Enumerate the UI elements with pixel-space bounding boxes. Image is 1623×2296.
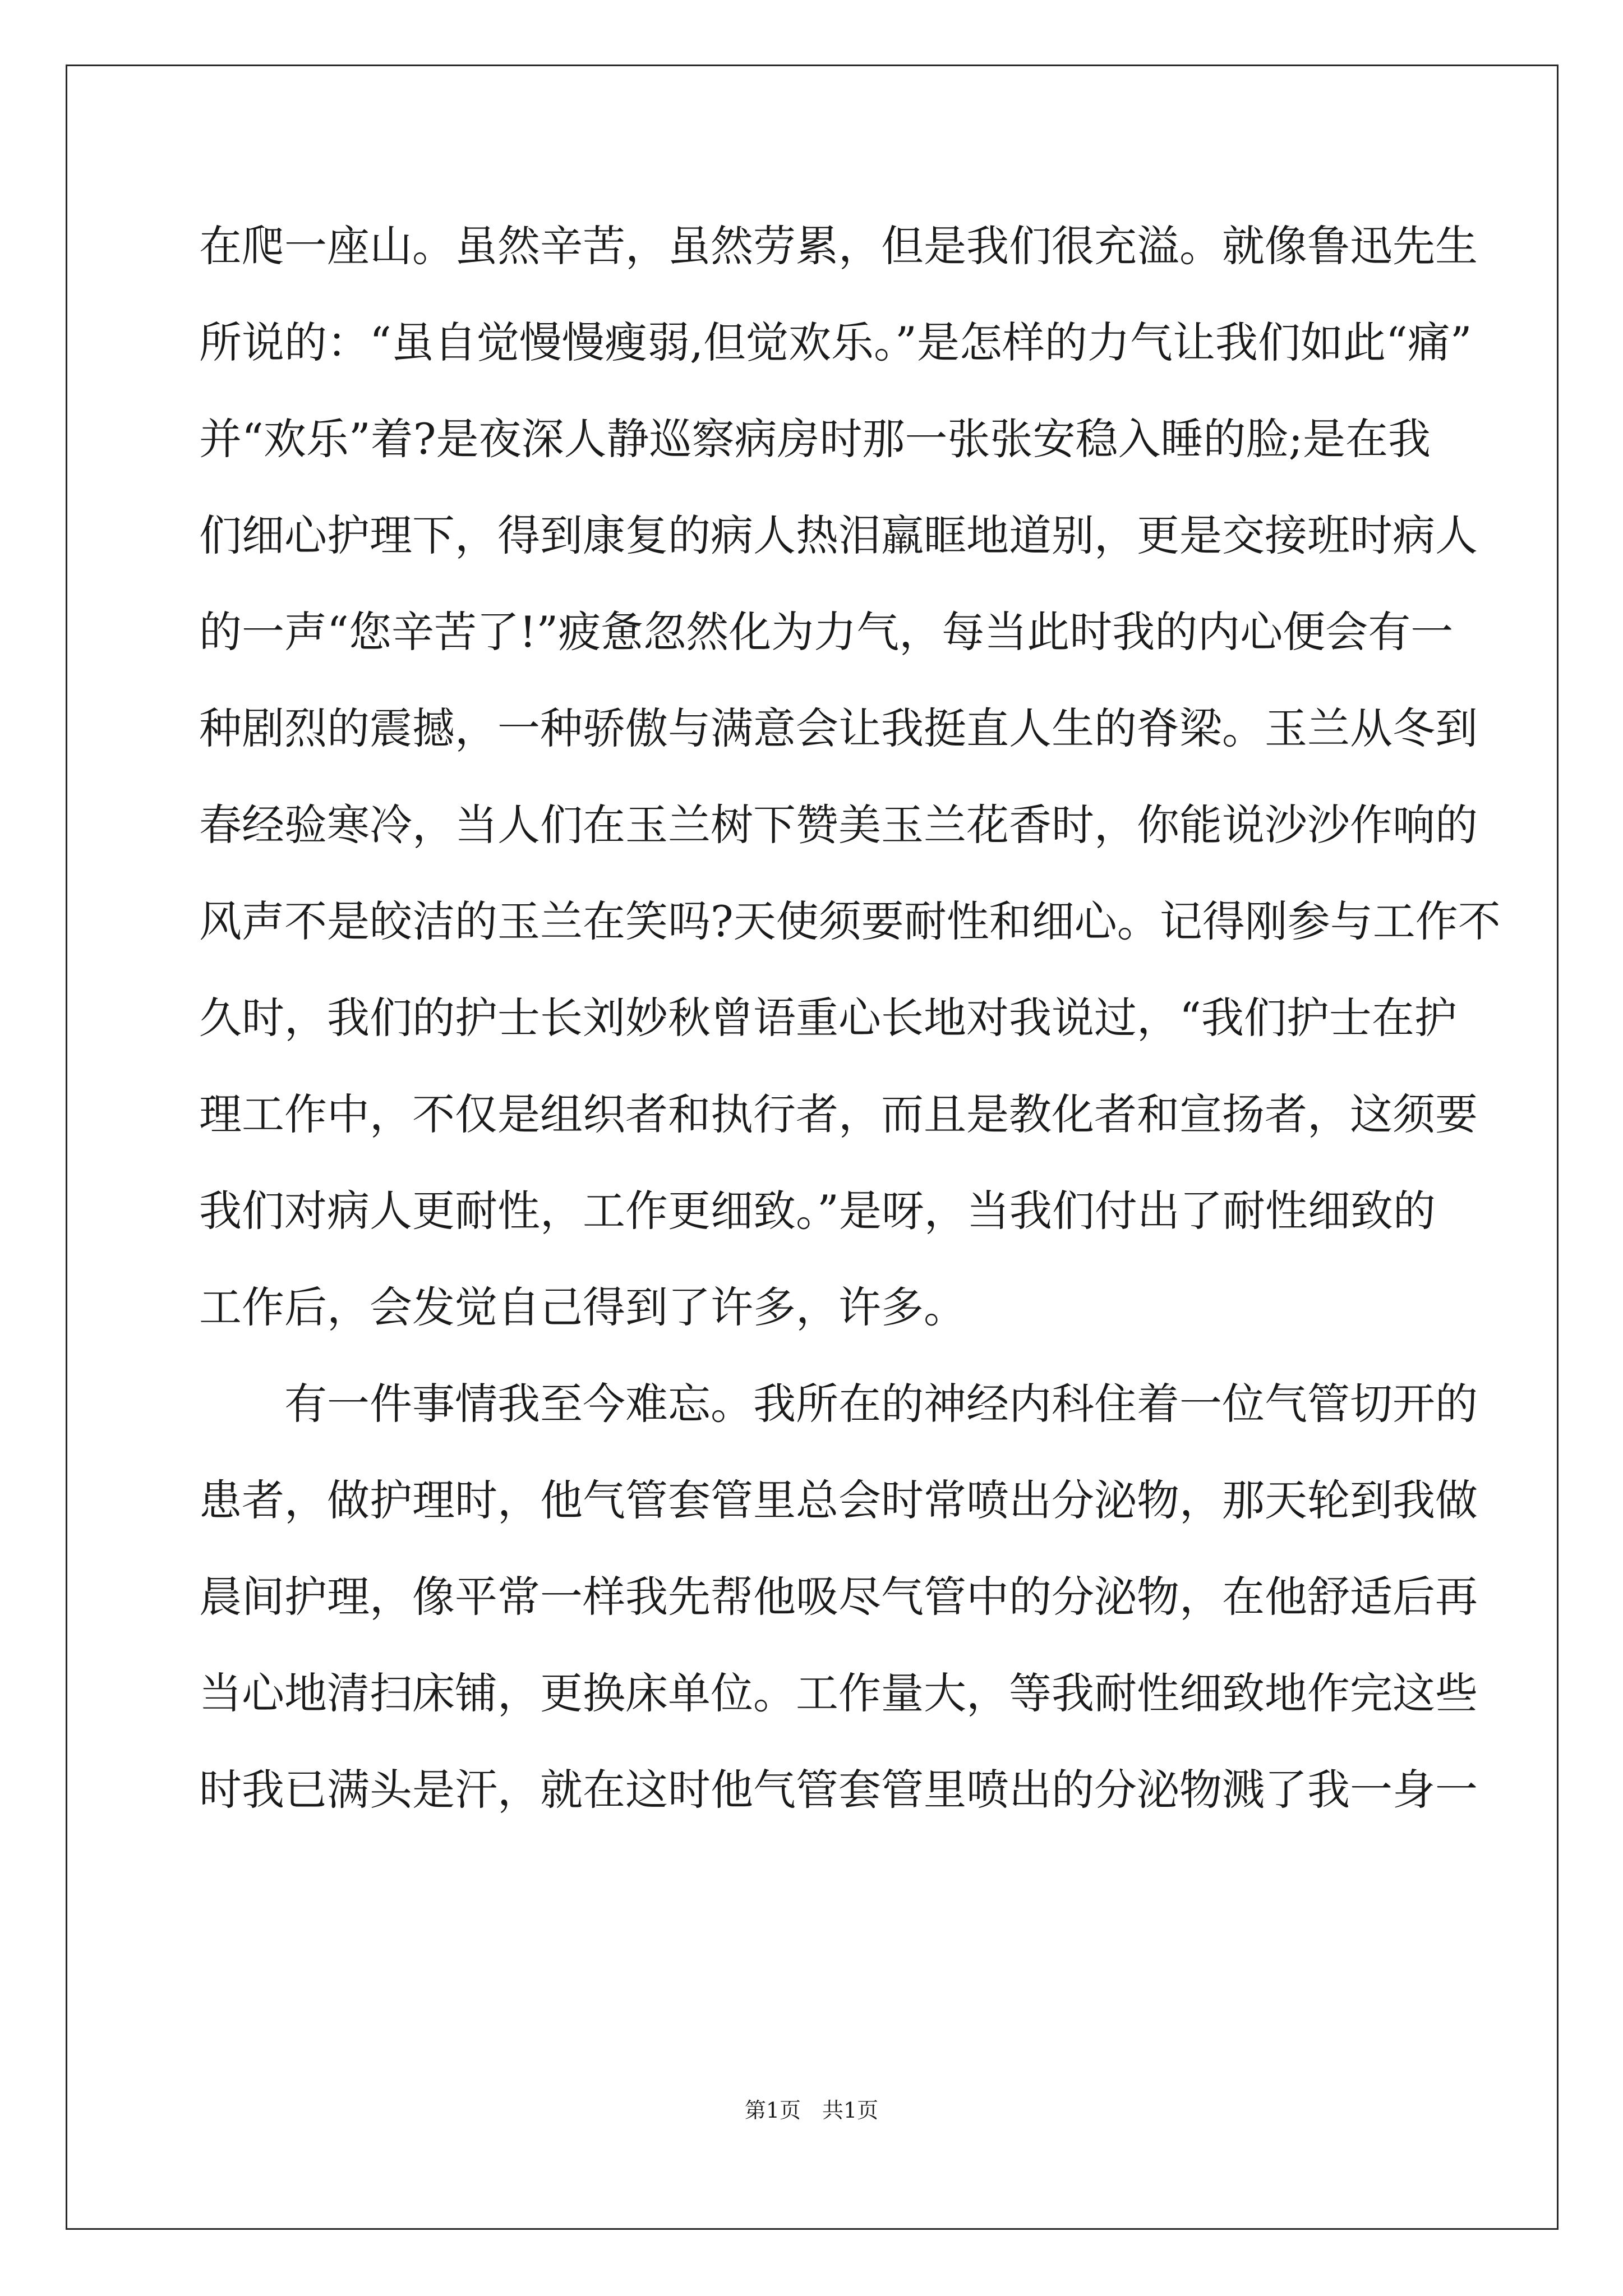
text-line: 的一声“您辛苦了!”疲惫忽然化为力气，每当此时我的内心便会有一 — [199, 607, 1454, 657]
page-number-footer: 第1页 共1页 — [744, 2098, 879, 2123]
text-line: 晨间护理，像平常一样我先帮他吸尽气管中的分泌物，在他舒适后再 — [199, 1572, 1478, 1622]
text-line: 风声不是皎洁的玉兰在笑吗?天使须要耐性和细心。记得刚参与工作不 — [199, 896, 1501, 946]
text-line: 在爬一座山。虽然辛苦，虽然劳累，但是我们很充溢。就像鲁迅先生 — [199, 221, 1478, 271]
text-line: 久时，我们的护士长刘妙秋曾语重心长地对我说过，“我们护士在护 — [199, 993, 1457, 1043]
paragraph-start-line: 有一件事情我至今难忘。我所在的神经内科住着一位气管切开的 — [199, 1379, 1478, 1429]
text-line: 并“欢乐”着?是夜深人静巡察病房时那一张张安稳入睡的脸;是在我 — [199, 414, 1431, 464]
text-line: 所说的：“虽自觉慢慢瘦弱,但觉欢乐。”是怎样的力气让我们如此“痛” — [199, 318, 1472, 367]
text-line: 当心地清扫床铺，更换床单位。工作量大，等我耐性细致地作完这些 — [199, 1668, 1478, 1718]
page-border — [66, 65, 1559, 2230]
text-line: 时我已满头是汗，就在这时他气管套管里喷出的分泌物溅了我一身一 — [199, 1765, 1478, 1815]
text-line: 患者，做护理时，他气管套管里总会时常喷出分泌物，那天轮到我做 — [199, 1475, 1478, 1525]
text-line: 理工作中，不仅是组织者和执行者，而且是教化者和宣扬者，这须要 — [199, 1089, 1478, 1139]
text-line: 们细心护理下，得到康复的病人热泪羸眶地道别，更是交接班时病人 — [199, 510, 1478, 560]
text-line: 春经验寒冷，当人们在玉兰树下赞美玉兰花香时，你能说沙沙作响的 — [199, 800, 1478, 850]
text-line: 工作后，会发觉自己得到了许多，许多。 — [199, 1282, 966, 1332]
text-line: 我们对病人更耐性，工作更细致。”是呀，当我们付出了耐性细致的 — [199, 1186, 1436, 1236]
text-line: 种剧烈的震撼，一种骄傲与满意会让我挺直人生的脊梁。玉兰从冬到 — [199, 703, 1478, 753]
